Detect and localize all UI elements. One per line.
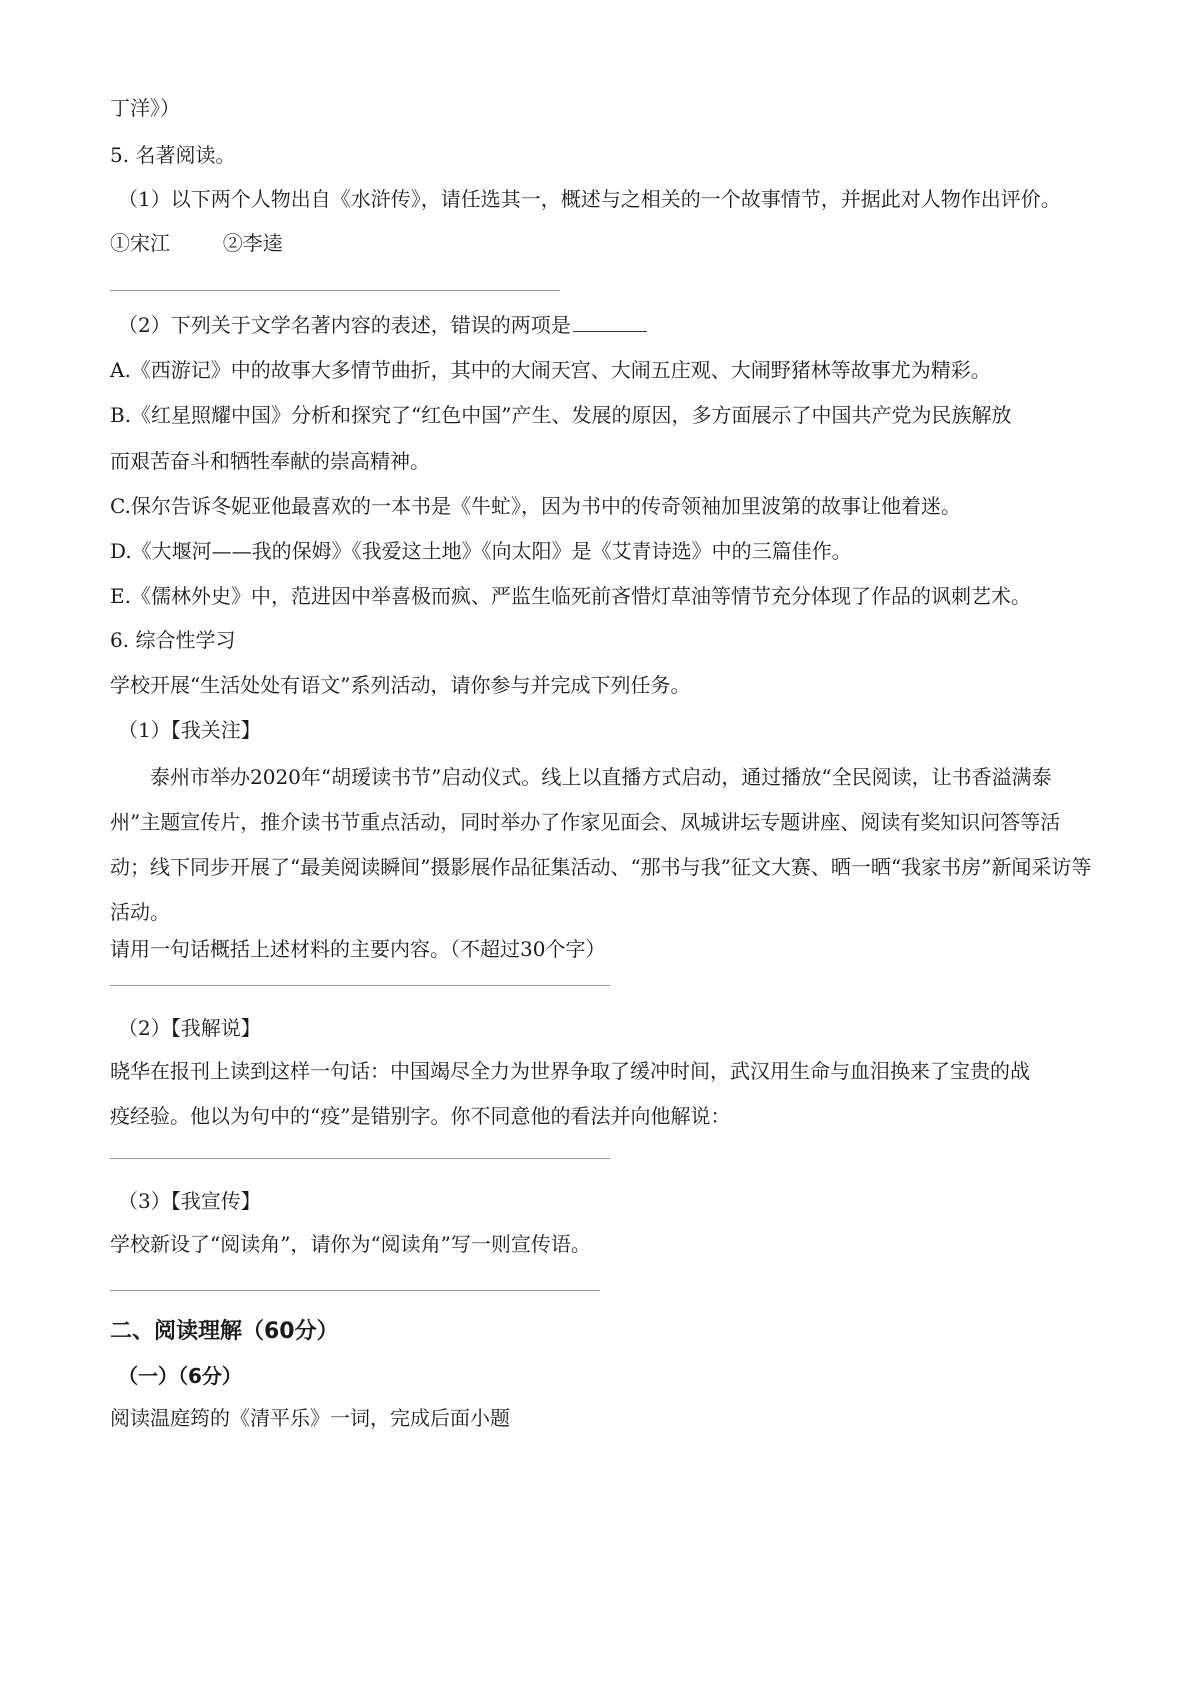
choice-li-kui: ②李逵	[222, 231, 283, 255]
task-1-material: 泰州市举办2020年“胡瑷读书节”启动仪式。线上以直播方式启动，通过播放“全民阅读，让书香溢满泰州”主题宣传片，推介读书节重点活动，同时举办了作家见面会、凤城讲坛专题讲座、阅读有奖知识问答等活动；线下同步开展了“最美阅读瞬间”摄影展作品征集活动、“那书与我”征文大赛、晒一晒“我家书房”新闻采访等活动。	[110, 765, 1092, 924]
question-5-title: 5. 名著阅读。	[110, 143, 236, 167]
option-b-line1: B.《红星照耀中国》分析和探究了“红色中国”产生、发展的原因，多方面展示了中国共产党为民族解放	[110, 403, 1012, 427]
question-5-sub2-text: （2）下列关于文学名著内容的表述，错误的两项是	[118, 313, 571, 337]
answer-line-5-1[interactable]	[110, 290, 560, 291]
task-3-prompt: 学校新设了“阅读角”，请你为“阅读角”写一则宣传语。	[110, 1232, 591, 1256]
answer-line-6-3[interactable]	[110, 1290, 600, 1291]
answer-line-6-2[interactable]	[110, 1158, 610, 1159]
answer-blank-5-2[interactable]	[573, 311, 647, 332]
section-2-part-1: （一）（6分）	[118, 1364, 242, 1388]
option-a: A.《西游记》中的故事大多情节曲折，其中的大闹天宫、大闹五庄观、大闹野猪林等故事尤为精彩。	[110, 358, 991, 382]
section-2-title: 二、阅读理解（60分）	[110, 1319, 339, 1344]
section-2-instruction: 阅读温庭筠的《清平乐》一词，完成后面小题	[110, 1406, 510, 1430]
question-6-title: 6. 综合性学习	[110, 628, 236, 652]
answer-line-6-1[interactable]	[110, 985, 610, 986]
task-2-heading: （2）【我解说】	[118, 1016, 261, 1040]
question-5-sub1: （1）以下两个人物出自《水浒传》，请任选其一，概述与之相关的一个故事情节，并据此对人物作出评价。	[118, 187, 1061, 211]
carryover-text: 丁洋》）	[110, 96, 180, 120]
task-1-prompt: 请用一句话概括上述材料的主要内容。（不超过30个字）	[110, 937, 606, 961]
question-5-sub2	[118, 311, 647, 339]
task-3-heading: （3）【我宣传】	[118, 1189, 261, 1213]
question-6-intro: 学校开展“生活处处有语文”系列活动，请你参与并完成下列任务。	[110, 673, 691, 697]
option-c: C.保尔告诉冬妮亚他最喜欢的一本书是《牛虻》，因为书中的传奇领袖加里波第的故事让他着迷。	[110, 494, 961, 518]
task-2-line1: 晓华在报刊上读到这样一句话：中国竭尽全力为世界争取了缓冲时间，武汉用生命与血泪换来了宝贵的战	[110, 1059, 1030, 1083]
option-b-line2: 而艰苦奋斗和牺牲奉献的崇高精神。	[110, 449, 430, 473]
task-2-line2: 疫经验。他以为句中的“疫”是错别字。你不同意他的看法并向他解说：	[110, 1104, 731, 1128]
option-d: D.《大堰河——我的保姆》《我爱这土地》《向太阳》是《艾青诗选》中的三篇佳作。	[110, 539, 852, 563]
option-e: E.《儒林外史》中，范进因中举喜极而疯、严监生临死前吝惜灯草油等情节充分体现了作品的讽刺艺术。	[110, 584, 1031, 608]
question-5-choices	[110, 229, 283, 257]
choice-song-jiang: ①宋江	[110, 231, 170, 255]
task-1-heading: （1）【我关注】	[118, 718, 261, 742]
